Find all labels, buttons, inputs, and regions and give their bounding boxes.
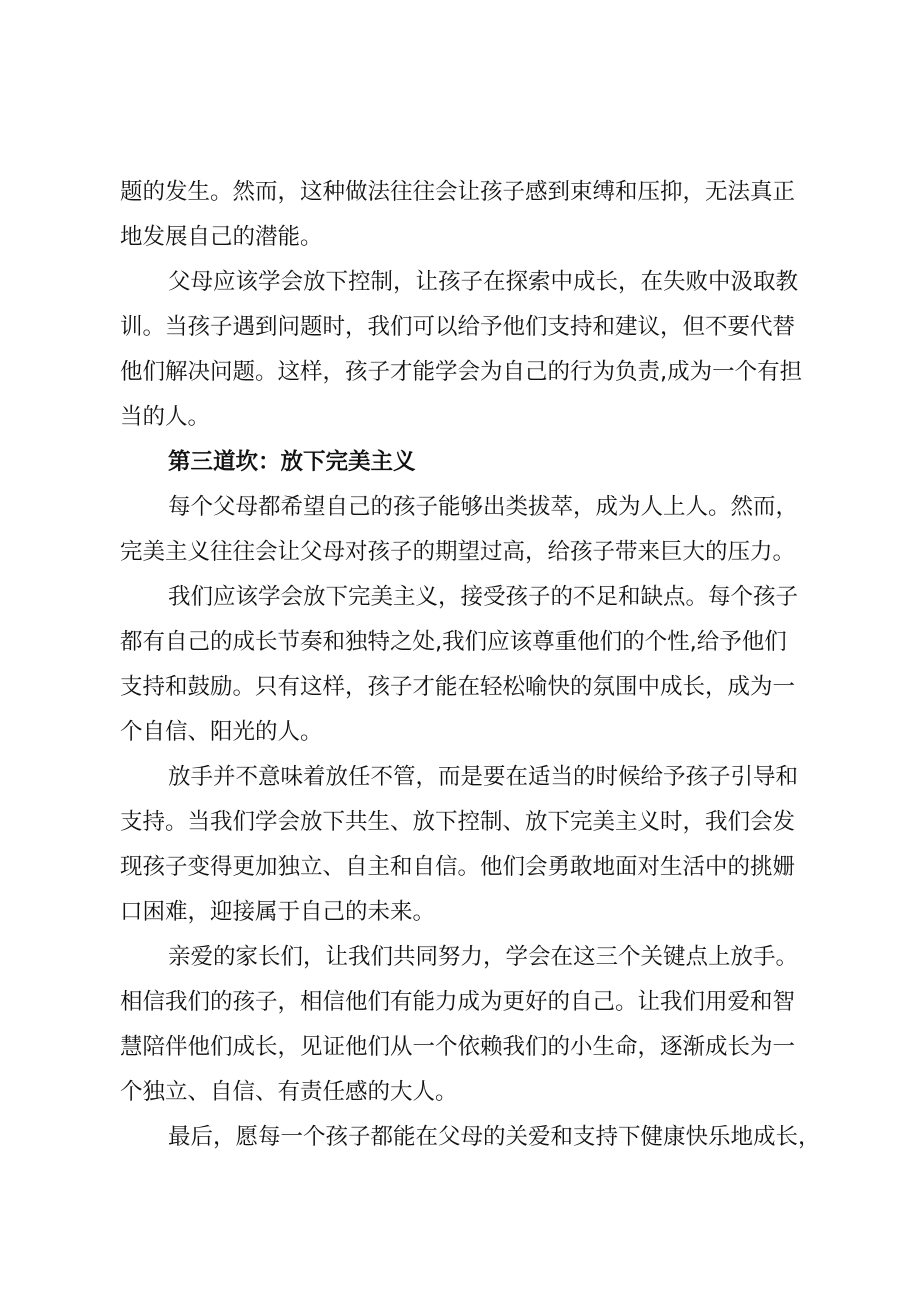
text-line: 训。当孩子遇到问题时，我们可以给予他们支持和建议，但不要代替 [120,314,796,340]
text-line: 每个父母都希望自己的孩子能够出类拔萃，成为人上人。然而， [168,494,799,520]
paragraph-7 [120,1115,820,1160]
text-line: 他们解决问题。这样，孩子才能学会为自己的行为负责,成为一个有担 [120,359,803,385]
text-line: 口困难，迎接属于自己的未来。 [120,899,436,925]
text-line: 父母应该学会放下控制，让孩子在探索中成长，在失败中汲取教 [168,269,799,295]
paragraph-2 [120,260,820,440]
text-line: 支持和鼓励。只有这样，孩子才能在轻松喻快的氛围中成长，成为一 [120,674,796,700]
paragraph-5 [120,755,820,935]
paragraph-6 [120,935,820,1115]
text-line: 相信我们的孩子，相信他们有能力成为更好的自己。让我们用爱和智 [120,989,796,1015]
document-body [120,170,820,1160]
text-line: 亲爱的家长们，让我们共同努力，学会在这三个关键点上放手。 [168,944,799,970]
text-line: 慧陪伴他们成长，见证他们从一个依赖我们的小生命，逐渐成长为一 [120,1034,796,1060]
text-line: 我们应该学会放下完美主义，接受孩子的不足和缺点。每个孩子 [168,584,799,610]
paragraph-3 [120,485,820,575]
text-line: 都有自己的成长节奏和独特之处,我们应该尊重他们的个性,给予他们 [120,629,787,655]
text-line: 最后，愿每一个孩子都能在父母的关爱和支持下健康快乐地成长， [168,1124,821,1150]
section-heading [120,440,820,485]
text-line: 放手并不意味着放任不管，而是要在适当的时候给予孩子引导和 [168,764,799,790]
text-line: 题的发生。然而，这种做法往往会让孩子感到束缚和压抑，无法真正 [120,179,796,205]
paragraph-1 [120,170,820,260]
text-line: 支持。当我们学会放下共生、放下控制、放下完美主义时，我们会发 [120,809,796,835]
text-line: 现孩子变得更加独立、自主和自信。他们会勇敢地面对生活中的挑姗 [120,854,796,880]
text-line: 个自信、阳光的人。 [120,719,323,745]
heading-text: 第三道坎：放下完美主义 [168,449,416,475]
text-line: 当的人。 [120,404,211,430]
text-line: 完美主义往往会让父母对孩子的期望过高，给孩子带来巨大的压力。 [120,539,796,565]
text-line: 地发展自己的潜能。 [120,224,323,250]
text-line: 个独立、自信、有责任感的大人。 [120,1079,458,1105]
paragraph-4 [120,575,820,755]
